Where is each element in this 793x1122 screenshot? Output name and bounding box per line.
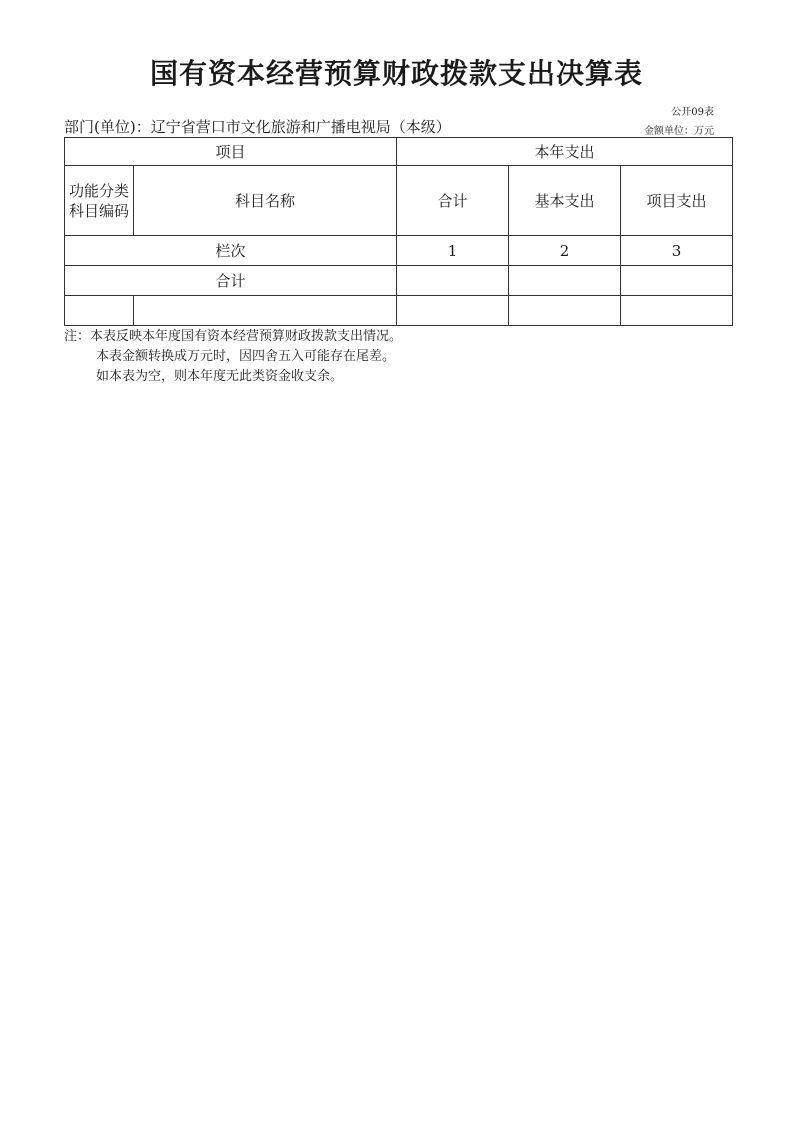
column-number-2: 2 (509, 236, 621, 266)
total-value-cell (397, 266, 509, 296)
note-line: 注：本表反映本年度国有资本经营预算财政拨款支出情况。 (64, 329, 403, 344)
header-function-code-text: 功能分类科目编码 (69, 181, 130, 220)
header-total: 合计 (397, 166, 509, 236)
header-project: 项目 (65, 138, 397, 166)
form-number: 公开09表 (671, 107, 714, 118)
empty-name-cell (134, 296, 397, 326)
note-line: 如本表为空，则本年度无此类资金收支余。 (96, 369, 344, 384)
empty-total-cell (397, 296, 509, 326)
table-total-row (65, 266, 733, 296)
header-current-year: 本年支出 (397, 138, 733, 166)
empty-code-cell (65, 296, 134, 326)
department-label: 部门(单位)：辽宁省营口市文化旅游和广播电视局（本级） (64, 118, 451, 136)
empty-basic-cell (509, 296, 621, 326)
header-subject-name: 科目名称 (134, 166, 397, 236)
note-line: 本表金额转换成万元时，因四舍五入可能存在尾差。 (96, 349, 396, 364)
column-number-3: 3 (621, 236, 733, 266)
expenditure-table (64, 137, 733, 326)
header-basic-expenditure: 基本支出 (509, 166, 621, 236)
total-project-cell (621, 266, 733, 296)
total-basic-cell (509, 266, 621, 296)
row-total-label: 合计 (65, 266, 397, 296)
header-project-expenditure: 项目支出 (621, 166, 733, 236)
table-row (65, 296, 733, 326)
page-title: 国有资本经营预算财政拨款支出决算表 (149, 57, 643, 90)
amount-unit-label: 金额单位：万元 (644, 126, 714, 137)
table-subheader-row (65, 166, 733, 236)
row-column-label: 栏次 (65, 236, 397, 266)
table-column-number-row (65, 236, 733, 266)
column-number-1: 1 (397, 236, 509, 266)
header-function-code (65, 166, 134, 236)
table-header-row (65, 138, 733, 166)
notes-block (64, 327, 402, 387)
empty-project-cell (621, 296, 733, 326)
